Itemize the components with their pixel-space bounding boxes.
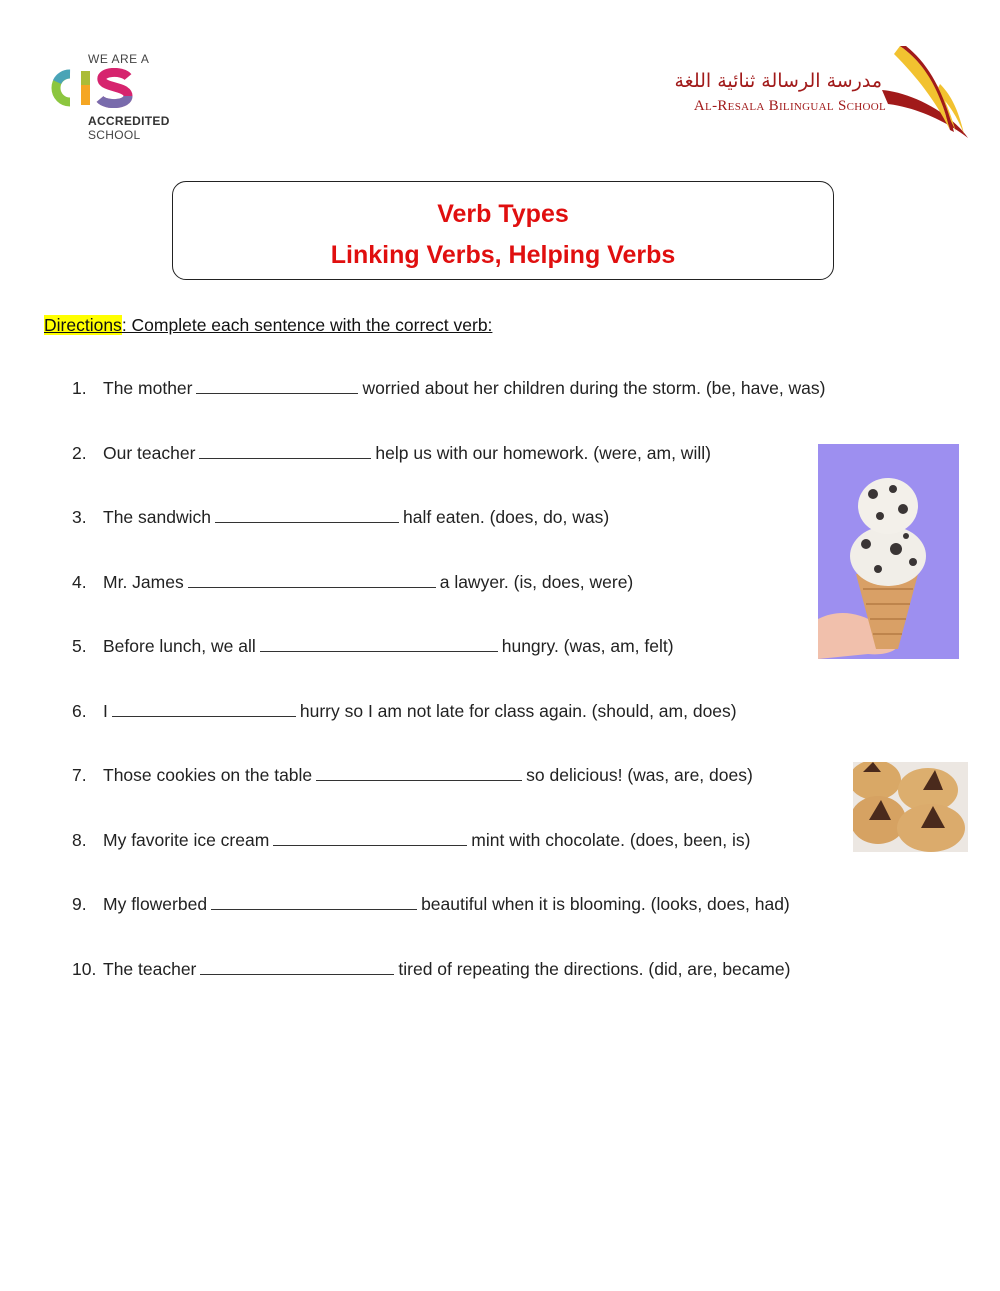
question-text-after: beautiful when it is blooming. (looks, does, had) [421, 894, 790, 914]
directions [44, 315, 492, 336]
title-box [172, 181, 834, 280]
question-number: 2. [72, 443, 87, 463]
cis-top-text: WE ARE A [88, 52, 150, 66]
cis-letters-icon [50, 68, 140, 108]
answer-blank[interactable] [199, 444, 371, 459]
question-number: 3. [72, 507, 87, 527]
question-text-before: Our teacher [103, 443, 196, 463]
answer-blank[interactable] [211, 895, 417, 910]
question-text-after: mint with chocolate. (does, been, is) [471, 830, 751, 850]
answer-blank[interactable] [260, 637, 498, 652]
question-text-after: hungry. (was, am, felt) [501, 636, 674, 656]
question-item [72, 443, 711, 464]
question-text-before: My favorite ice cream [103, 830, 270, 850]
cookies-image [853, 762, 968, 852]
question-number: 6. [72, 701, 87, 721]
answer-blank[interactable] [273, 831, 467, 846]
question-text-after: help us with our homework. (were, am, will) [375, 443, 711, 463]
question-text-after: half eaten. (does, do, was) [402, 507, 610, 527]
question-text-before: I [103, 701, 108, 721]
ice-cream-cone-image [818, 444, 959, 659]
question-text-before: The mother [103, 378, 193, 398]
question-text-before: The sandwich [103, 507, 211, 527]
question-text-before: Before lunch, we all [103, 636, 256, 656]
question-item [72, 765, 753, 786]
al-resala-logo [670, 42, 970, 142]
answer-blank[interactable] [200, 960, 394, 975]
question-item [72, 507, 609, 528]
question-number: 10. [72, 959, 97, 979]
answer-blank[interactable] [196, 379, 358, 394]
book-wings-emblem-icon [880, 42, 970, 142]
question-text-before: The teacher [103, 959, 197, 979]
cis-school-text: SCHOOL [88, 128, 141, 142]
school-name-arabic: مدرسة الرسالة ثنائية اللغة [674, 70, 882, 92]
question-text-after: so delicious! (was, are, does) [526, 765, 753, 785]
question-item [72, 572, 633, 593]
question-number: 9. [72, 894, 87, 914]
cookies-illustration-icon [853, 762, 968, 852]
question-text-before: Mr. James [103, 572, 184, 592]
question-number: 8. [72, 830, 87, 850]
question-item [72, 636, 674, 657]
answer-blank[interactable] [112, 702, 296, 717]
question-text-before: My flowerbed [103, 894, 208, 914]
directions-text: : Complete each sentence with the correct verb: [121, 315, 493, 335]
worksheet-title: Verb Types [437, 200, 569, 228]
question-number: 5. [72, 636, 87, 656]
school-name-english: Al-Resala Bilingual School [693, 98, 886, 114]
ice-cream-illustration-icon [818, 444, 959, 659]
question-text-after: worried about her children during the storm. (be, have, was) [362, 378, 826, 398]
question-item [72, 830, 750, 851]
question-item [72, 959, 790, 980]
answer-blank[interactable] [188, 573, 436, 588]
question-text-after: a lawyer. (is, does, were) [439, 572, 634, 592]
question-text-after: hurry so I am not late for class again. (should, am, does) [299, 701, 737, 721]
question-number: 1. [72, 378, 87, 398]
worksheet-subtitle: Linking Verbs, Helping Verbs [330, 241, 676, 269]
answer-blank[interactable] [215, 508, 399, 523]
question-item [72, 701, 737, 722]
question-text-after: tired of repeating the directions. (did, are, became) [398, 959, 791, 979]
question-number: 7. [72, 765, 87, 785]
question-number: 4. [72, 572, 87, 592]
question-item [72, 378, 826, 399]
question-item [72, 894, 790, 915]
directions-label: Directions [44, 315, 122, 335]
answer-blank[interactable] [316, 766, 522, 781]
cis-accredited-text: ACCREDITED [88, 114, 170, 128]
question-text-before: Those cookies on the table [103, 765, 313, 785]
cis-accredited-logo [50, 50, 190, 145]
